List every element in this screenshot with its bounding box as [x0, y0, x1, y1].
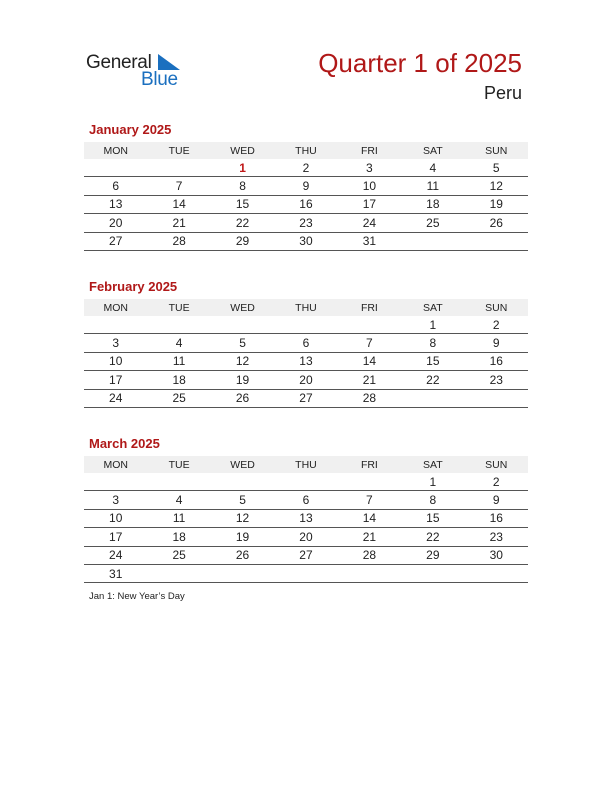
- day-cell: 7: [338, 334, 401, 352]
- day-cell: [147, 159, 210, 177]
- day-cell: 24: [84, 546, 147, 564]
- day-cell: 25: [147, 546, 210, 564]
- day-cell: 23: [465, 528, 528, 546]
- week-row: [84, 371, 528, 389]
- day-cell: 20: [274, 371, 337, 389]
- weekday-header-row: [84, 299, 528, 316]
- day-cell: [401, 232, 464, 250]
- day-cell: [147, 564, 210, 582]
- day-cell: [338, 473, 401, 491]
- day-cell: 17: [84, 371, 147, 389]
- day-cell: 3: [84, 491, 147, 509]
- day-cell: 30: [465, 546, 528, 564]
- month-january: [84, 122, 528, 251]
- day-cell: 8: [401, 491, 464, 509]
- day-cell: 12: [211, 352, 274, 370]
- weekday-header: MON: [84, 299, 147, 316]
- day-cell: 27: [84, 232, 147, 250]
- weekday-header-row: [84, 142, 528, 159]
- day-cell: [147, 316, 210, 334]
- day-cell: 5: [211, 334, 274, 352]
- day-cell: 14: [338, 509, 401, 527]
- day-cell: 4: [147, 491, 210, 509]
- day-cell: 29: [211, 232, 274, 250]
- day-cell: 4: [401, 159, 464, 177]
- day-cell: 30: [274, 232, 337, 250]
- week-row: [84, 177, 528, 195]
- day-cell: [211, 564, 274, 582]
- day-cell: 3: [338, 159, 401, 177]
- calendar-table: [84, 299, 528, 408]
- day-cell: 23: [465, 371, 528, 389]
- logo: [86, 52, 196, 92]
- day-cell: [338, 316, 401, 334]
- weekday-header: THU: [274, 299, 337, 316]
- week-row: [84, 528, 528, 546]
- day-cell: 21: [338, 528, 401, 546]
- day-cell: [147, 473, 210, 491]
- day-cell: 31: [84, 564, 147, 582]
- day-cell: 14: [338, 352, 401, 370]
- day-cell: 6: [274, 334, 337, 352]
- weekday-header: FRI: [338, 456, 401, 473]
- day-cell: 22: [401, 528, 464, 546]
- week-row: [84, 352, 528, 370]
- day-cell: 10: [338, 177, 401, 195]
- weekday-header: SAT: [401, 299, 464, 316]
- day-cell: 27: [274, 546, 337, 564]
- day-cell: 7: [338, 491, 401, 509]
- month-march: [84, 436, 528, 583]
- day-cell: [465, 389, 528, 407]
- week-row: [84, 491, 528, 509]
- weekday-header: SAT: [401, 142, 464, 159]
- week-row: [84, 473, 528, 491]
- day-cell: [84, 316, 147, 334]
- day-cell: 16: [465, 509, 528, 527]
- week-row: [84, 195, 528, 213]
- holiday-notes: [89, 591, 185, 602]
- week-row: [84, 509, 528, 527]
- day-cell: 1: [211, 159, 274, 177]
- month-title: February 2025: [89, 279, 178, 294]
- day-cell: [274, 316, 337, 334]
- day-cell: 13: [274, 509, 337, 527]
- day-cell: 17: [84, 528, 147, 546]
- day-cell: 25: [401, 214, 464, 232]
- logo-triangle-icon: [158, 54, 180, 70]
- day-cell: [401, 564, 464, 582]
- country-name: Peru: [483, 83, 522, 103]
- weekday-header: THU: [274, 456, 337, 473]
- weekday-header: TUE: [147, 299, 210, 316]
- day-cell: 23: [274, 214, 337, 232]
- weekday-header: TUE: [147, 456, 210, 473]
- day-cell: 11: [401, 177, 464, 195]
- day-cell: 10: [84, 509, 147, 527]
- day-cell: 16: [465, 352, 528, 370]
- day-cell: 2: [274, 159, 337, 177]
- day-cell: [465, 232, 528, 250]
- day-cell: 28: [338, 389, 401, 407]
- logo-general-text: General: [86, 52, 152, 73]
- day-cell: [338, 564, 401, 582]
- day-cell: 8: [211, 177, 274, 195]
- day-cell: 4: [147, 334, 210, 352]
- week-row: [84, 316, 528, 334]
- day-cell: [211, 316, 274, 334]
- weekday-header-row: [84, 456, 528, 473]
- holiday-note: Jan 1: New Year’s Day: [89, 591, 185, 602]
- day-cell: 5: [465, 159, 528, 177]
- day-cell: 20: [84, 214, 147, 232]
- day-cell: 6: [274, 491, 337, 509]
- day-cell: 19: [465, 195, 528, 213]
- day-cell: 24: [84, 389, 147, 407]
- day-cell: [401, 389, 464, 407]
- week-row: [84, 564, 528, 582]
- day-cell: 3: [84, 334, 147, 352]
- month-title: January 2025: [89, 122, 172, 137]
- day-cell: 17: [338, 195, 401, 213]
- day-cell: 27: [274, 389, 337, 407]
- weekday-header: SAT: [401, 456, 464, 473]
- day-cell: 18: [147, 528, 210, 546]
- day-cell: 19: [211, 528, 274, 546]
- logo-blue-text: Blue: [141, 69, 178, 90]
- weekday-header: THU: [274, 142, 337, 159]
- day-cell: 26: [211, 389, 274, 407]
- calendar-table: [84, 142, 528, 251]
- day-cell: 9: [465, 334, 528, 352]
- day-cell: 26: [465, 214, 528, 232]
- weekday-header: FRI: [338, 142, 401, 159]
- day-cell: [274, 564, 337, 582]
- week-row: [84, 159, 528, 177]
- day-cell: [84, 159, 147, 177]
- day-cell: 22: [211, 214, 274, 232]
- week-row: [84, 389, 528, 407]
- day-cell: 1: [401, 473, 464, 491]
- day-cell: 21: [338, 371, 401, 389]
- day-cell: 20: [274, 528, 337, 546]
- weekday-header: SUN: [465, 456, 528, 473]
- weekday-header: WED: [211, 299, 274, 316]
- calendar-table: [84, 456, 528, 583]
- day-cell: 12: [465, 177, 528, 195]
- day-cell: 16: [274, 195, 337, 213]
- day-cell: 18: [401, 195, 464, 213]
- day-cell: 5: [211, 491, 274, 509]
- day-cell: 13: [84, 195, 147, 213]
- day-cell: 15: [401, 352, 464, 370]
- day-cell: 8: [401, 334, 464, 352]
- day-cell: 9: [274, 177, 337, 195]
- day-cell: 15: [211, 195, 274, 213]
- day-cell: [211, 473, 274, 491]
- week-row: [84, 546, 528, 564]
- day-cell: 1: [401, 316, 464, 334]
- weekday-header: SUN: [465, 142, 528, 159]
- day-cell: 2: [465, 473, 528, 491]
- page-title: Quarter 1 of 2025: [318, 48, 522, 78]
- weekday-header: TUE: [147, 142, 210, 159]
- month-title: March 2025: [89, 436, 160, 451]
- day-cell: 11: [147, 509, 210, 527]
- week-row: [84, 214, 528, 232]
- day-cell: 31: [338, 232, 401, 250]
- day-cell: 22: [401, 371, 464, 389]
- weekday-header: WED: [211, 456, 274, 473]
- day-cell: [274, 473, 337, 491]
- week-row: [84, 334, 528, 352]
- weekday-header: SUN: [465, 299, 528, 316]
- day-cell: 26: [211, 546, 274, 564]
- day-cell: 28: [147, 232, 210, 250]
- weekday-header: MON: [84, 142, 147, 159]
- day-cell: 6: [84, 177, 147, 195]
- day-cell: 9: [465, 491, 528, 509]
- day-cell: 28: [338, 546, 401, 564]
- day-cell: 12: [211, 509, 274, 527]
- week-row: [84, 232, 528, 250]
- day-cell: 7: [147, 177, 210, 195]
- day-cell: 14: [147, 195, 210, 213]
- day-cell: 21: [147, 214, 210, 232]
- day-cell: [465, 564, 528, 582]
- day-cell: 15: [401, 509, 464, 527]
- weekday-header: FRI: [338, 299, 401, 316]
- day-cell: 11: [147, 352, 210, 370]
- day-cell: [84, 473, 147, 491]
- day-cell: 2: [465, 316, 528, 334]
- day-cell: 18: [147, 371, 210, 389]
- day-cell: 25: [147, 389, 210, 407]
- month-february: [84, 279, 528, 408]
- day-cell: 24: [338, 214, 401, 232]
- day-cell: 29: [401, 546, 464, 564]
- day-cell: 19: [211, 371, 274, 389]
- day-cell: 13: [274, 352, 337, 370]
- weekday-header: WED: [211, 142, 274, 159]
- weekday-header: MON: [84, 456, 147, 473]
- day-cell: 10: [84, 352, 147, 370]
